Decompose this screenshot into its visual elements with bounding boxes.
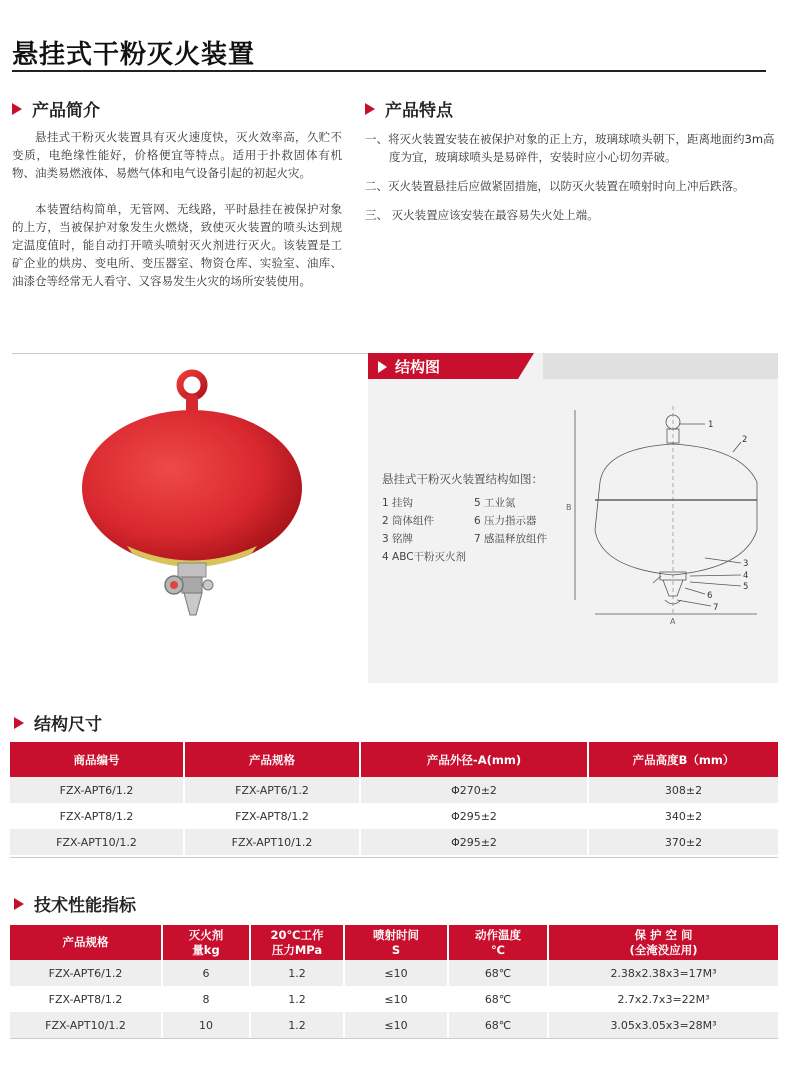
column-header-line: 灭火剂 [188, 927, 224, 942]
table-cell: 370±2 [588, 829, 778, 855]
table-cell: FZX-APT8/1.2 [184, 803, 360, 829]
table-header-row [10, 925, 778, 960]
table-cell: 6 [162, 960, 250, 986]
callout-leader [733, 442, 741, 452]
features-heading-text: 产品特点 [385, 101, 453, 121]
column-header-line: 产品规格 [62, 935, 109, 949]
dimensions-heading [14, 710, 102, 735]
table-cell: Φ295±2 [360, 803, 588, 829]
table-cell: FZX-APT6/1.2 [10, 777, 184, 803]
table-cell: Φ270±2 [360, 777, 588, 803]
structure-tab [368, 353, 778, 379]
callout-label: 5 [743, 582, 749, 592]
legend-item: 6 压力指示器 [474, 515, 537, 527]
column-header-line: (全淹没应用) [629, 942, 698, 957]
column-header [10, 925, 162, 960]
tab-bar-grey [543, 353, 778, 379]
table-cell: ≤10 [344, 986, 448, 1012]
feature-item: 一、将灭火装置安装在被保护对象的正上方，玻璃球喷头朝下，距离地面约3m高度为宜，玻璃球喷头是易碎件，安装时应小心切勿弄破。 [365, 132, 775, 164]
column-header-line: 保 护 空 间 [634, 927, 693, 942]
table-cell: 308±2 [588, 777, 778, 803]
table-row [10, 829, 778, 855]
column-header-line: 压力MPa [271, 942, 323, 957]
column-header: 产品高度B（mm） [588, 742, 778, 777]
structure-legend [382, 470, 564, 566]
structure-diagram [555, 400, 780, 630]
column-header [448, 925, 548, 960]
table-cell: 2.38x2.38x3=17M³ [548, 960, 778, 986]
dim-a-label: A [670, 617, 676, 626]
table-cell: ≤10 [344, 960, 448, 986]
table-row [10, 777, 778, 803]
table-row [10, 803, 778, 829]
intro-heading [12, 96, 100, 121]
callout-label: 6 [707, 591, 713, 601]
table-cell: FZX-APT10/1.2 [184, 829, 360, 855]
table-cell: 68℃ [448, 986, 548, 1012]
callout-leader [685, 588, 705, 594]
table-cell: FZX-APT8/1.2 [10, 803, 184, 829]
table-row [10, 1012, 778, 1038]
dim-b-label: B [566, 503, 572, 512]
feature-item: 三、 灭火装置应该安装在最容易失火处上端。 [365, 208, 599, 222]
dimensions-heading-text: 结构尺寸 [34, 715, 102, 735]
table-cell: FZX-APT10/1.2 [10, 1012, 162, 1038]
table-cell: FZX-APT6/1.2 [184, 777, 360, 803]
triangle-bullet-icon [12, 103, 22, 115]
product-photo [12, 353, 367, 683]
callout-label: 1 [708, 420, 714, 430]
legend-item: 7 感温释放组件 [474, 533, 548, 545]
intro-paragraph: 本装置结构简单，无管网、无线路，平时悬挂在被保护对象的上方，当被保护对象发生火燃烧，致使灭火装置的喷头达到规定温度值时，能自动打开喷头喷射灭火剂进行灭火。该装置是工矿企业的烘房、变电所、变压器室、物资仓库、实验室、油库、油漆仓等经常无人看守、又容易发生火灾的场所安装使用。 [12, 202, 342, 288]
intro-paragraph: 悬挂式干粉灭火装置具有灭火速度快，灭火效率高，久贮不变质，电绝缘性能好，价格便宜等特点。适用于扑救固体有机物、油类易燃液体、易燃气体和电气设备引起的初起火灾。 [12, 130, 342, 180]
legend-item: 3 铭牌 [382, 533, 414, 545]
title-underline [12, 70, 766, 72]
column-header [162, 925, 250, 960]
intro-text [12, 128, 342, 308]
body-outline [595, 444, 757, 575]
callout-leader [705, 558, 741, 563]
table-cell: 1.2 [250, 1012, 344, 1038]
table-cell: 68℃ [448, 1012, 548, 1038]
legend-item: 5 工业氮 [474, 497, 516, 509]
table-cell: 68℃ [448, 960, 548, 986]
table-bottom-rule [10, 857, 778, 858]
table-cell: 1.2 [250, 960, 344, 986]
column-header-line: ℃ [491, 942, 505, 957]
table-bottom-rule [10, 1038, 778, 1039]
column-header-line: 喷射时间 [373, 927, 419, 942]
table-cell: FZX-APT8/1.2 [10, 986, 162, 1012]
callout-leader [677, 600, 711, 606]
dimensions-table [10, 742, 778, 855]
column-header [250, 925, 344, 960]
performance-heading [14, 891, 136, 916]
triangle-bullet-icon [14, 898, 24, 910]
column-header-line: S [391, 942, 401, 957]
legend-item: 4 ABC干粉灭火剂 [382, 551, 467, 563]
table-cell: 3.05x3.05x3=28M³ [548, 1012, 778, 1038]
column-header: 产品外径-A(mm) [360, 742, 588, 777]
triangle-bullet-icon [14, 717, 24, 729]
column-header: 商品编号 [10, 742, 184, 777]
features-list [365, 130, 775, 235]
column-header [344, 925, 448, 960]
triangle-bullet-icon [378, 361, 387, 373]
table-cell: 2.7x2.7x3=22M³ [548, 986, 778, 1012]
table-cell: 340±2 [588, 803, 778, 829]
column-header: 产品规格 [184, 742, 360, 777]
table-cell: 1.2 [250, 986, 344, 1012]
page-title: 悬挂式干粉灭火装置 [12, 40, 256, 70]
table-cell: 8 [162, 986, 250, 1012]
callout-leader [690, 575, 741, 576]
structure-heading [378, 356, 440, 377]
column-header-line: 20℃工作 [270, 927, 324, 942]
table-row [10, 960, 778, 986]
triangle-bullet-icon [365, 103, 375, 115]
feature-item: 二、灭火装置悬挂后应做紧固措施，以防灭火装置在喷射时向上冲后跌落。 [365, 179, 745, 193]
legend-item: 1 挂钩 [382, 497, 414, 509]
callout-label: 4 [743, 571, 749, 581]
column-header-line: 量kg [192, 942, 220, 957]
table-cell: ≤10 [344, 1012, 448, 1038]
callout-leader [690, 582, 741, 586]
legend-item: 2 筒体组件 [382, 515, 435, 527]
table-cell: FZX-APT10/1.2 [10, 829, 184, 855]
callout-label: 2 [742, 435, 748, 445]
intro-heading-text: 产品简介 [32, 101, 100, 121]
column-header-line: 动作温度 [475, 927, 521, 942]
table-cell: 10 [162, 1012, 250, 1038]
features-heading [365, 96, 453, 121]
performance-table [10, 925, 778, 1038]
column-header [548, 925, 778, 960]
table-cell: FZX-APT6/1.2 [10, 960, 162, 986]
structure-heading-text: 结构图 [395, 358, 441, 376]
structure-caption: 悬挂式干粉灭火装置结构如图： [382, 472, 543, 486]
callout-label: 7 [713, 603, 719, 613]
callout-label: 3 [743, 559, 749, 569]
table-header-row [10, 742, 778, 777]
performance-heading-text: 技术性能指标 [34, 896, 136, 916]
table-row [10, 986, 778, 1012]
table-cell: Φ295±2 [360, 829, 588, 855]
